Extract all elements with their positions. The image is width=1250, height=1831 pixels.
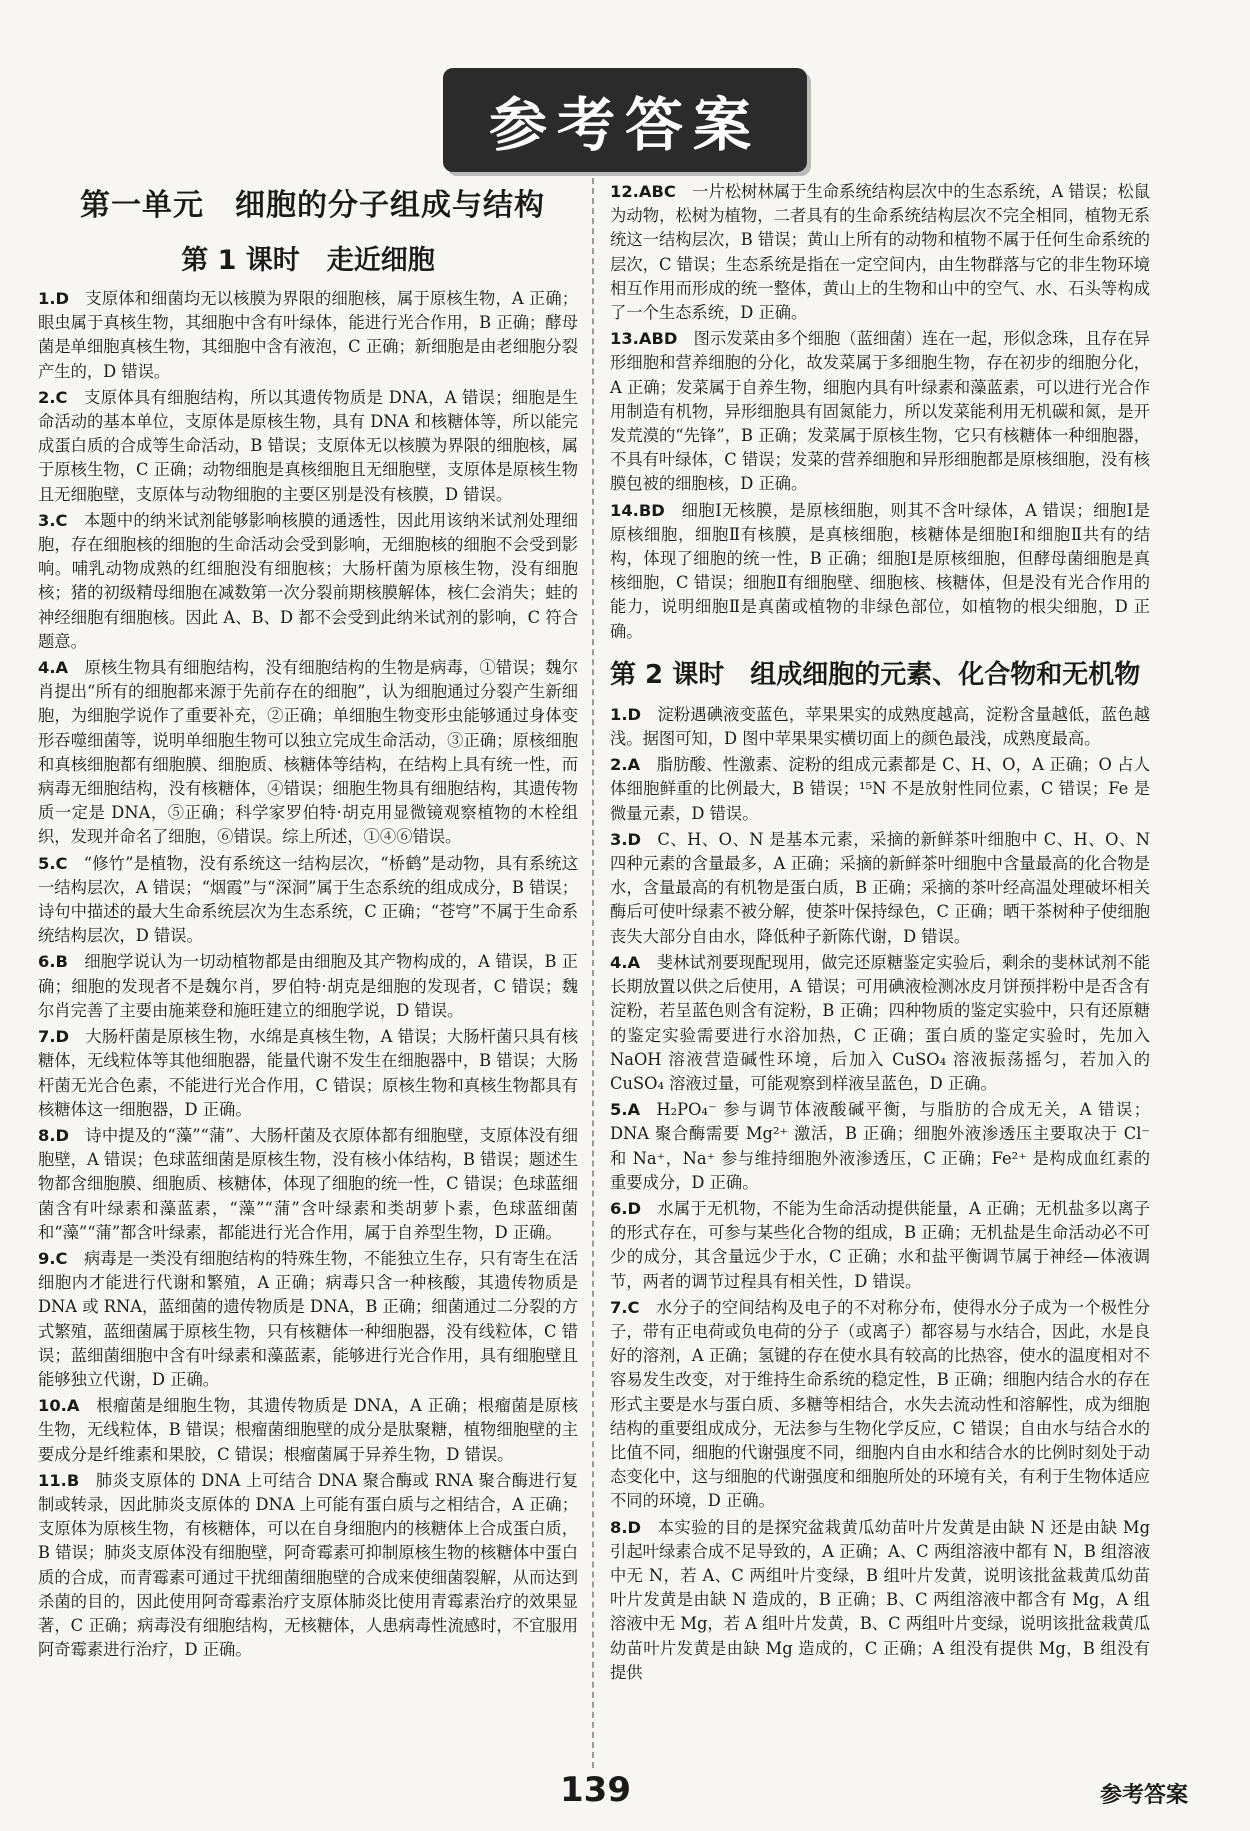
- question-number: 11.: [38, 1470, 67, 1490]
- question-number: 2.: [38, 387, 56, 407]
- answer-item: [610, 180, 1150, 325]
- answer-item: [38, 656, 578, 850]
- answer-item: [610, 499, 1150, 644]
- answer-letter: A: [627, 755, 641, 775]
- answer-letter: D: [55, 289, 70, 308]
- explanation-text: 原核生物具有细胞结构，没有细胞结构的生物是病毒，①错误；魏尔肖提出“所有的细胞都来源于先前存在的细胞”，认为细胞通过分裂产生新细胞，为细胞学说作了重要补充，②正确；单细胞生物变形虫能够通过身体变形吞噬细菌等，说明单细胞生物可以独立完成生命活动，③正确；原核细胞和真核细胞都有细胞膜、细胞质、核糖体等结构，在结构上具有统一性，而病毒无细胞结构，没有核糖体，④错误；细胞生物具有细胞结构，其遗传物质一定是 DNA，⑤正确；科学家罗伯特·胡克用显微镜观察植物的木栓组织，发现并命名了细胞，⑥错误。综上所述，①④⑥错误。: [38, 658, 578, 847]
- answer-letter: D: [627, 1198, 642, 1218]
- answer-item: [610, 828, 1150, 949]
- answer-letter: D: [627, 704, 642, 724]
- question-number: 6.: [610, 1198, 628, 1218]
- answer-letter: D: [627, 829, 642, 849]
- answer-letter: B: [66, 1470, 80, 1490]
- explanation-text: H₂PO₄⁻ 参与调节体液酸碱平衡，与脂肪的合成无关，A 错误；DNA 聚合酶需要 Mg²⁺ 激活，B 正确；细胞外液渗透压主要取决于 Cl⁻ 和 Na⁺，Na⁺ 参与维持细胞外液渗透压，C 正确；Fe²⁺ 是构成血红素的重要成分，D 正确。: [610, 1100, 1150, 1192]
- question-number: 2.: [610, 755, 628, 775]
- right-column: [610, 180, 1150, 1687]
- answer-item: [38, 852, 578, 949]
- question-number: 8.: [610, 1517, 628, 1537]
- answer-item: [610, 327, 1150, 496]
- answer-letter: C: [55, 1248, 68, 1268]
- footer-label: 参考答案: [1100, 1783, 1189, 1808]
- explanation-text: 细胞Ⅰ无核膜，是原核细胞，则其不含叶绿体，A 错误；细胞Ⅰ是原核细胞，细胞Ⅱ有核膜，是真核细胞，核糖体是细胞Ⅰ和细胞Ⅱ共有的结构，体现了细胞的统一性，B 正确；细胞Ⅰ是原核细胞，但酵母菌细胞是真核细胞，C 错误；细胞Ⅱ有细胞壁、细胞核、核糖体，但是没有光合作用的能力，说明细胞Ⅱ是真菌或植物的非绿色部位，如植物的根尖细胞，D 正确。: [610, 500, 1150, 641]
- explanation-text: 水分子的空间结构及电子的不对称分布，使得水分子成为一个极性分子，带有正电荷或负电荷的分子（或离子）都容易与水结合，因此，水是良好的溶剂，A 正确；氢键的存在使水具有较高的比热容，使水的温度相对不容易发生改变，对于维持生命系统的稳定性，B 正确；细胞内结合水的存在形式主要是水与蛋白质、多糖等相结合，水失去流动性和溶解性，成为细胞结构的重要组成成分，无法参与生物化学反应，C 错误；自由水与结合水的比值不同，细胞的代谢强度不同，细胞内自由水和结合水的比例时刻处于动态变化中，这与细胞的代谢强度和细胞所处的环境有关，有利于生物体适应不同的环境，D 正确。: [610, 1297, 1150, 1511]
- explanation-text: 诗中提及的“藻”“蒲”、大肠杆菌及衣原体都有细胞壁，支原体没有细胞壁，A 错误；色球蓝细菌是原核生物，没有核小体结构，B 错误；题述生物都含细胞膜、细胞质、核糖体，体现了细胞的统一性，C 错误；色球蓝细菌含有叶绿素和藻蓝素，“藻”“蒲”含叶绿素和类胡萝卜素，色球蓝细菌和“藻”“蒲”都含叶绿素，都能进行光合作用，属于自养型生物，D 正确。: [38, 1125, 578, 1242]
- answer-list-left: [38, 287, 578, 1662]
- unit-title: 第一单元 细胞的分子组成与结构: [80, 188, 545, 223]
- question-number: 9.: [38, 1248, 56, 1268]
- answer-letter: D: [55, 1027, 70, 1047]
- question-number: 1.: [610, 704, 628, 724]
- answer-item: [38, 509, 578, 654]
- answer-item: [38, 1247, 578, 1392]
- answer-item: [610, 1296, 1150, 1514]
- answer-item: [610, 703, 1150, 751]
- question-number: 3.: [610, 829, 628, 849]
- explanation-text: 水属于无机物，不能为生命活动提供能量，A 正确；无机盐多以离子的形式存在，可参与某些化合物的组成，B 正确；无机盐是生命活动必不可少的成分，其含量远少于水，C 正确；水和盐平衡调节属于神经—体液调节，两者的调节过程具有相关性，D 错误。: [610, 1198, 1150, 1291]
- answer-letter: A: [55, 658, 69, 678]
- answer-letter: A: [66, 1396, 80, 1416]
- page-title: 参考答案: [443, 68, 807, 172]
- answer-letter: B: [55, 952, 68, 972]
- answer-letter: A: [627, 1100, 641, 1120]
- answer-item: [610, 1098, 1150, 1195]
- answer-item: [38, 1469, 578, 1663]
- answer-item: [38, 950, 578, 1023]
- answer-item: [610, 951, 1150, 1096]
- question-number: 5.: [610, 1100, 628, 1120]
- question-number: 3.: [38, 510, 56, 530]
- explanation-text: 大肠杆菌是原核生物，水绵是真核生物，A 错误；大肠杆菌只具有核糖体，无线粒体等其他细胞器，能量代谢不发生在细胞器中，B 错误；大肠杆菌无光合色素，不能进行光合作用，C 错误；原核生物和真核生物都具有核糖体这一细胞器，D 正确。: [38, 1027, 578, 1119]
- explanation-text: 肺炎支原体的 DNA 上可结合 DNA 聚合酶或 RNA 聚合酶进行复制或转录，因此肺炎支原体的 DNA 上可能有蛋白质与之相结合，A 正确；支原体为原核生物，有核糖体，可以在自身细胞内的核糖体上合成蛋白质，B 错误；肺炎支原体没有细胞壁，阿奇霉素可抑制原核生物的核糖体中蛋白质的合成，而青霉素可通过干扰细菌细胞壁的合成来使细菌裂解，从而达到杀菌的目的，因此使用阿奇霉素治疗支原体肺炎比使用青霉素治疗的效果显著，C 正确；病毒没有细胞结构，无核糖体，人患病毒性流感时，不宜服用阿奇霉素进行治疗，D 正确。: [38, 1470, 578, 1660]
- answer-item: [38, 287, 578, 384]
- explanation-text: 病毒是一类没有细胞结构的特殊生物，不能独立生存，只有寄生在活细胞内才能进行代谢和繁殖，A 正确；病毒只含一种核酸，其遗传物质是 DNA 或 RNA，蓝细菌的遗传物质是 DNA，B 正确；细菌通过二分裂的方式繁殖，蓝细菌属于原核生物，只有核糖体一种细胞器，没有线粒体，C 错误；蓝细菌细胞中含有叶绿素和藻蓝素，能够进行光合作用，具有细胞壁且能够独立代谢，D 正确。: [38, 1248, 578, 1389]
- answer-letter: BD: [638, 500, 665, 520]
- answer-letter: A: [627, 952, 641, 972]
- question-number: 14.: [610, 500, 639, 520]
- question-number: 12.: [610, 182, 639, 201]
- answer-letter: C: [55, 387, 68, 407]
- answer-letter: ABD: [638, 329, 678, 349]
- answer-item: [38, 1025, 578, 1122]
- column-divider: [592, 178, 594, 1768]
- answer-item: [610, 1516, 1150, 1685]
- explanation-text: 斐林试剂要现配现用，做完还原糖鉴定实验后，剩余的斐林试剂不能长期放置以供之后使用，A 错误；可用碘液检测冰皮月饼预拌粉中是否含有淀粉，若呈蓝色则含有淀粉，B 正确；四种物质的鉴定实验中，只有还原糖的鉴定实验需要进行水浴加热，C 正确；蛋白质的鉴定实验时，先加入 NaOH 溶液营造碱性环境，后加入 CuSO₄ 溶液振荡摇匀，若加入的 CuSO₄ 溶液过量，可能观察到样液呈蓝色，D 正确。: [610, 952, 1150, 1093]
- answer-item: [38, 1124, 578, 1245]
- explanation-text: 图示发菜由多个细胞（蓝细菌）连在一起，形似念珠，且存在异形细胞和营养细胞的分化，故发菜属于多细胞生物，存在初步的细胞分化，A 正确；发菜属于自养生物，细胞内具有叶绿素和藻蓝素，可以进行光合作用制造有机物，异形细胞具有固氮能力，所以发菜能利用无机碳和氮，是开发荒漠的“先锋”，B 正确；发菜属于原核生物，它只有核糖体一种细胞器，不具有叶绿体，C 错误；发菜的营养细胞和异形细胞都是原核细胞，没有核膜包被的细胞核，D 正确。: [610, 329, 1150, 494]
- explanation-text: 支原体和细菌均无以核膜为界限的细胞核，属于原核生物，A 正确；眼虫属于真核生物，其细胞中含有叶绿体，能进行光合作用，B 正确；酵母菌是单细胞真核生物，其细胞中含有液泡，C 正确；新细胞是由老细胞分裂产生的，D 错误。: [38, 289, 578, 381]
- explanation-text: C、H、O、N 是基本元素，采摘的新鲜茶叶细胞中 C、H、O、N 四种元素的含量最多，A 正确；采摘的新鲜茶叶细胞中含量最高的化合物是水，含量最高的有机物是蛋白质，B 正确；采摘的茶叶经高温处理破坏相关酶后可使叶绿素不被分解，使茶叶保持绿色，C 正确；晒干茶树种子使细胞丧失大部分自由水，降低种子新陈代谢，D 错误。: [610, 829, 1150, 946]
- question-number: 7.: [610, 1297, 628, 1317]
- explanation-text: 淀粉遇碘液变蓝色，苹果果实的成熟度越高，淀粉含量越低，蓝色越浅。据图可知，D 图中苹果果实横切面上的颜色最浅，成熟度最高。: [610, 704, 1150, 749]
- answer-letter: C: [55, 853, 68, 873]
- answer-item: [38, 386, 578, 507]
- answer-letter: C: [627, 1297, 640, 1317]
- question-number: 6.: [38, 952, 56, 972]
- lesson-title-2: 第 2 课时 组成细胞的元素、化合物和无机物: [610, 659, 1141, 690]
- lesson-title-1: 第 1 课时 走近细胞: [181, 245, 435, 276]
- question-number: 13.: [610, 329, 639, 349]
- explanation-text: “修竹”是植物，没有系统这一结构层次，“桥鹤”是动物，具有系统这一结构层次，A 错误；“烟霞”与“深洞”属于生态系统的组成成分，B 错误；诗句中描述的最大生命系统层次为生态系统，C 正确；“苍穹”不属于生命系统结构层次，D 错误。: [38, 853, 578, 946]
- answer-letter: ABC: [638, 182, 676, 201]
- answer-letter: D: [627, 1517, 642, 1537]
- answer-list-right: [610, 703, 1150, 1685]
- answer-letter: D: [55, 1125, 70, 1145]
- answer-letter: C: [55, 510, 68, 530]
- question-number: 10.: [38, 1396, 67, 1416]
- answer-item: [610, 1197, 1150, 1294]
- question-number: 5.: [38, 853, 56, 873]
- left-column: [38, 180, 578, 1664]
- question-number: 8.: [38, 1125, 56, 1145]
- explanation-text: 本实验的目的是探究盆栽黄瓜幼苗叶片发黄是由缺 N 还是由缺 Mg 引起叶绿素合成不足导致的，A 正确；A、C 两组溶液中都有 N，B 组溶液中无 N，若 A、C 两组叶片变绿，B 组叶片发黄，说明该批盆栽黄瓜幼苗叶片发黄是由缺 N 造成的，B 正确；B、C 两组溶液中都含有 Mg，A 组溶液中无 Mg，若 A 组叶片发黄，B、C 两组叶片变绿，说明该批盆栽黄瓜幼苗叶片发黄是由缺 Mg 造成的，C 正确；A 组没有提供 Mg，B 组没有提供: [610, 1517, 1150, 1682]
- answer-list-right-top: [610, 180, 1150, 644]
- page-number: 139: [560, 1770, 631, 1810]
- explanation-text: 细胞学说认为一切动植物都是由细胞及其产物构成的，A 错误，B 正确；细胞的发现者不是魏尔肖，罗伯特·胡克是细胞的发现者，C 错误；魏尔肖完善了主要由施莱登和施旺建立的细胞学说，D 错误。: [38, 952, 578, 1020]
- answer-item: [38, 1394, 578, 1467]
- explanation-text: 根瘤菌是细胞生物，其遗传物质是 DNA，A 正确；根瘤菌是原核生物，无线粒体，B 错误；根瘤菌细胞壁的成分是肽聚糖，植物细胞壁的主要成分是纤维素和果胶，C 错误；根瘤菌属于异养生物，D 错误。: [38, 1396, 578, 1464]
- question-number: 4.: [38, 658, 56, 678]
- header-banner: [0, 70, 1250, 170]
- explanation-text: 支原体具有细胞结构，所以其遗传物质是 DNA，A 错误；细胞是生命活动的基本单位，支原体是原核生物，具有 DNA 和核糖体等，所以能完成蛋白质的合成等生命活动，B 错误；支原体无以核膜为界限的细胞核，属于原核生物，C 正确；动物细胞是真核细胞且无细胞壁，支原体是原核生物且无细胞壁，支原体与动物细胞的主要区别是没有核膜，D 错误。: [38, 387, 578, 504]
- explanation-text: 一片松树林属于生命系统结构层次中的生态系统，A 错误；松鼠为动物，松树为植物，二者具有的生命系统结构层次不完全相同，植物无系统这一结构层次，B 错误；黄山上所有的动物和植物不属于任何生命系统的层次，C 错误；生态系统是指在一定空间内，由生物群落与它的非生物环境相互作用而形成的统一整体，黄山上的生物和山中的空气、水、石头等构成了一个生态系统，D 正确。: [610, 182, 1150, 323]
- question-number: 4.: [610, 952, 628, 972]
- explanation-text: 脂肪酸、性激素、淀粉的组成元素都是 C、H、O，A 正确；O 占人体细胞鲜重的比例最大，B 错误；¹⁵N 不是放射性同位素，C 错误；Fe 是微量元素，D 错误。: [610, 755, 1150, 823]
- question-number: 7.: [38, 1027, 56, 1047]
- answer-item: [610, 753, 1150, 826]
- question-number: 1.: [38, 289, 56, 308]
- explanation-text: 本题中的纳米试剂能够影响核膜的通透性，因此用该纳米试剂处理细胞，存在细胞核的细胞的生命活动会受到影响，无细胞核的细胞不会受到影响。哺乳动物成熟的红细胞没有细胞核；大肠杆菌为原核生物，没有细胞核；猪的初级精母细胞在减数第一次分裂前期核膜解体，核仁会消失；蛙的神经细胞有细胞核。因此 A、B、D 都不会受到此纳米试剂的影响，C 符合题意。: [38, 510, 578, 651]
